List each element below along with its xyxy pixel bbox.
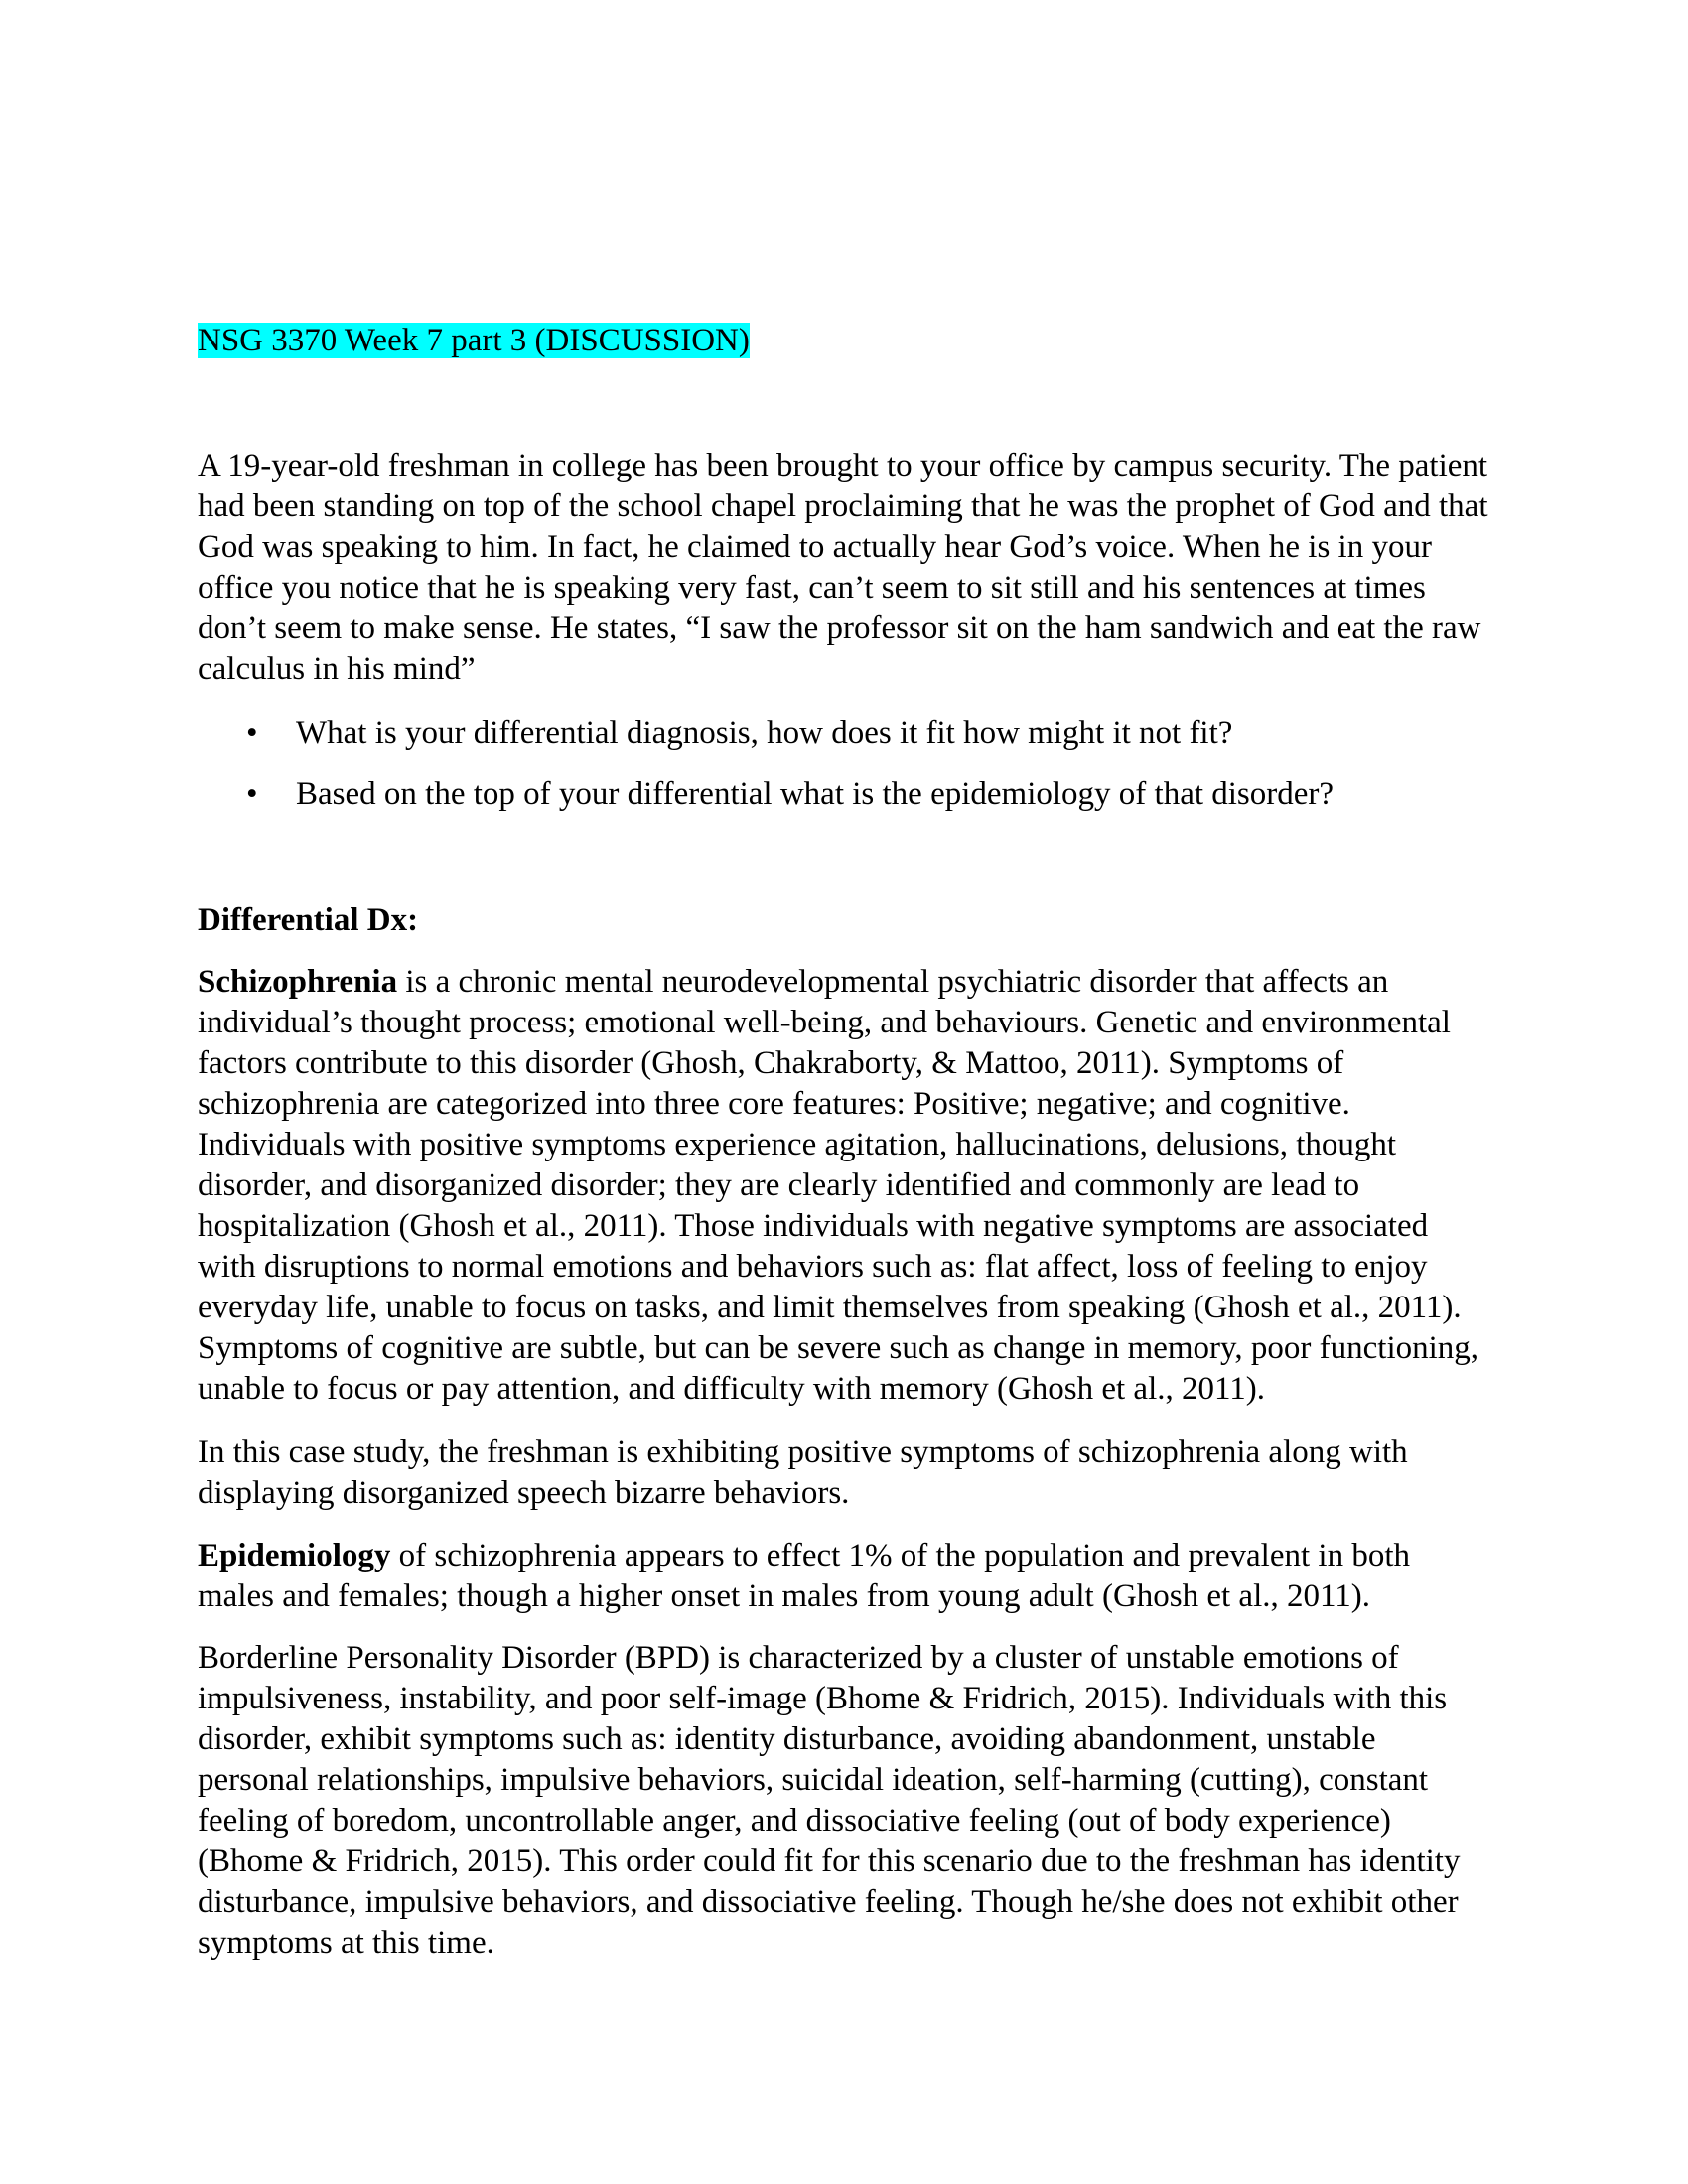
- case-study-paragraph: In this case study, the freshman is exhibiting positive symptoms of schizophrenia along with displaying disorganized speech bizarre behaviors.: [198, 1434, 1408, 1511]
- schizophrenia-paragraph: [198, 962, 1490, 1410]
- title-highlight: NSG 3370 Week 7 part 3 (DISCUSSION): [198, 323, 750, 358]
- document-title: [198, 321, 1490, 361]
- bullet-icon: •: [246, 715, 258, 751]
- question-text: What is your differential diagnosis, how does it fit how might it not fit?: [296, 715, 1233, 751]
- epidemiology-term: Epidemiology: [198, 1538, 391, 1573]
- scenario-paragraph: A 19-year-old freshman in college has been brought to your office by campus security. The patient had been standing on top of the school chapel proclaiming that he was the prophet of God and that God was speaking to him. In fact, he claimed to actually hear God’s voice. When he is in your office you notice that he is speaking very fast, can’t seem to sit still and his sentences at times don’t seem to make sense. He states, “I saw the professor sit on the ham sandwich and eat the raw calculus in his mind”: [198, 448, 1488, 687]
- epidemiology-text: of schizophrenia appears to effect 1% of the population and prevalent in both males and females; though a higher onset in males from young adult (Ghosh et al., 2011).: [198, 1538, 1410, 1614]
- question-text: Based on the top of your differential what is the epidemiology of that disorder?: [296, 776, 1335, 812]
- differential-heading: [198, 900, 1490, 941]
- bullet-icon: •: [246, 776, 258, 812]
- bpd-paragraph: Borderline Personality Disorder (BPD) is characterized by a cluster of unstable emotions of impulsiveness, instability, and poor self-image (Bhome & Fridrich, 2015). Individuals with this disorder, exhibit symptoms such as: identity disturbance, avoiding abandonment, unstable personal relationships, impulsive behaviors, suicidal ideation, self-harming (cutting), constant feeling of boredom, uncontrollable anger, and dissociative feeling (out of body experience) (Bhome & Fridrich, 2015). This order could fit for this scenario due to the freshman has identity disturbance, impulsive behaviors, and dissociative feeling. Though he/she does not exhibit other symptoms at this time.: [198, 1640, 1461, 1961]
- epidemiology-paragraph: [198, 1536, 1490, 1617]
- heading-text: Differential Dx:: [198, 902, 419, 938]
- schizophrenia-text: is a chronic mental neurodevelopmental psychiatric disorder that affects an individual’s thought process; emotional well-being, and behaviours. Genetic and environmental factors contribute to this disorder (Ghosh, Chakraborty, & Mattoo, 2011). Symptoms of schizophrenia are categorized into three core features: Positive; negative; and cognitive. Individuals with positive symptoms experience agitation, hallucinations, delusions, thought disorder, and disorganized disorder; they are clearly identified and commonly are lead to hospitalization (Ghosh et al., 2011). Those individuals with negative symptoms are associated with disruptions to normal emotions and behaviors such as: flat affect, loss of feeling to enjoy everyday life, unable to focus on tasks, and limit themselves from speaking (Ghosh et al., 2011). Symptoms of cognitive are subtle, but can be severe such as change in memory, poor functioning, unable to focus or pay attention, and difficulty with memory (Ghosh et al., 2011).: [198, 964, 1479, 1407]
- schizophrenia-term: Schizophrenia: [198, 964, 398, 1000]
